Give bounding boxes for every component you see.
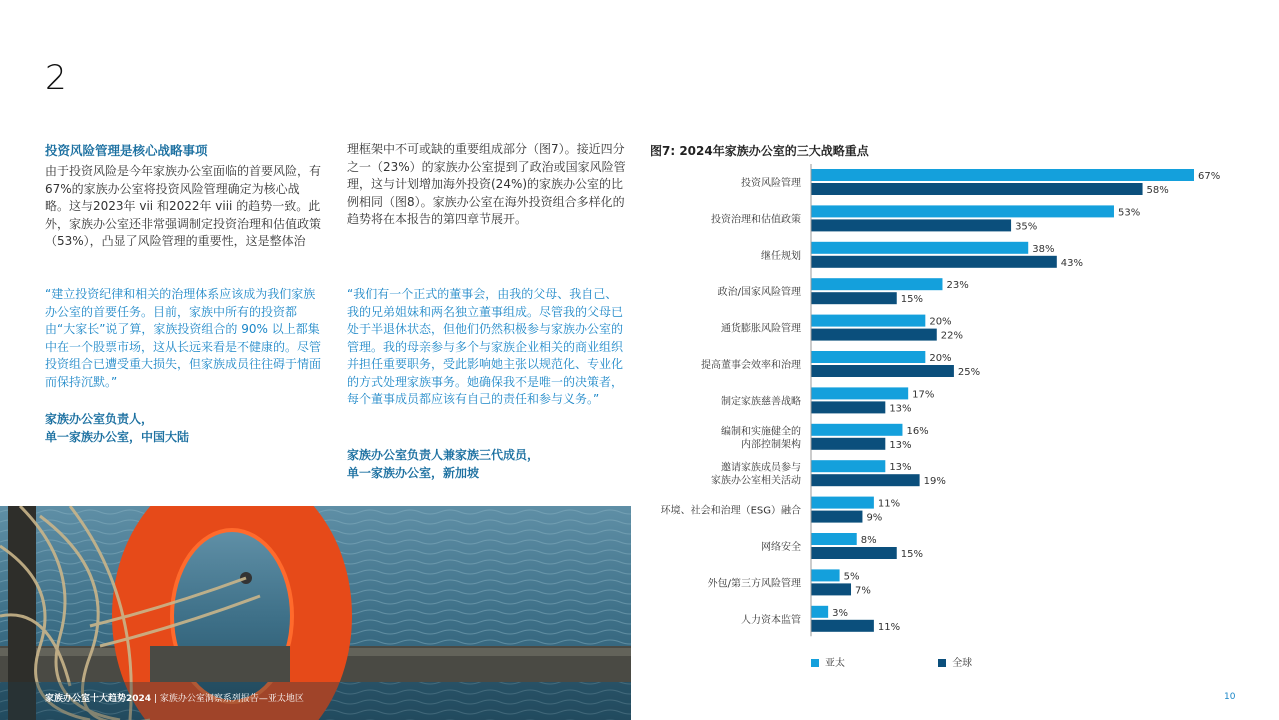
middle-attribution [347,446,539,482]
left-quote: “建立投资纪律和相关的治理体系应该成为我们家族办公室的首要任务。目前，家族中所有的投资都由“大家长”说了算，家族投资组合的 90% 以上都集中在一个股票市场，这从长远来看是不健康的。尽管投资组合已遭受重大损失，但家族成员往往碍于情面而保持沉默。” [45,287,322,389]
category-label: 政治/国家风险管理 [717,287,801,299]
middle-paragraph: 理框架中不可或缺的重要组成部分（图7）。接近四分之一（23%）的家族办公室提到了政治或国家风险管理，这与计划增加海外投资(24%)的家族办公室的比例相同（图8）。家族办公室在海外投资组合多样化的趋势将在本报告的第四章节展开。 [347,142,626,226]
data-label: 5% [843,571,860,583]
data-label: 9% [866,512,883,524]
bar-apac [811,533,857,545]
category-label: 外包/第三方风险管理 [707,578,801,590]
footer-title-bold: 家族办公室十大趋势2024 [45,694,152,704]
footer-title-rest: | 家族办公室洞察系列报告—亚太地区 [151,694,304,704]
bar-apac [811,387,908,399]
footer-title [45,691,304,704]
legend-swatch-apac [811,659,819,667]
bar-apac [811,569,840,581]
category-label: 通货膨胀风险管理 [721,323,801,335]
data-label: 13% [889,462,912,474]
bar-apac [811,460,885,472]
legend-label-apac: 亚太 [825,658,845,669]
bar-apac [811,278,942,290]
bar-global [811,620,874,632]
section-heading: 投资风险管理是核心战略事项 [45,143,208,158]
data-label: 25% [957,367,981,378]
bar-global [811,183,1143,195]
left-attribution [45,410,189,446]
bar-apac [811,424,902,436]
left-attribution-line2: 单一家族办公室，中国大陆 [45,430,190,444]
legend-item-global [938,658,972,669]
category-label: 家族办公室相关活动 [711,475,801,487]
category-label: 人力资本监管 [741,614,801,626]
bar-global [811,547,897,559]
middle-attribution-line2: 单一家族办公室，新加坡 [347,466,480,480]
data-label: 7% [855,585,871,597]
bar-global [811,292,897,304]
bar-global [811,401,885,413]
category-label: 邀请家族成员参与 [721,462,801,474]
data-label: 38% [1032,243,1055,255]
bar-global [811,219,1011,231]
legend-swatch-global [938,659,946,667]
middle-quote: “我们有一个正式的董事会，由我的父母、我自己、我的兄弟姐妹和两名独立董事组成。尽管我的父母已处于半退休状态，但他们仍然积极参与家族办公室的管理。我的母亲参与多个与家族企业相关的商业组织并担任重要职务，受此影响她主张以规范化、专业化的方式处理家族事务。她确保我不是唯一的决策者，每个董事成员都应该有自己的责任和参与义务。” [347,287,624,406]
category-label: 制定家族慈善战略 [721,396,801,408]
strategic-priorities-bar-chart [650,162,1250,682]
data-label: 13% [889,439,912,451]
bar-global [811,256,1057,268]
bar-apac [811,606,828,618]
bar-apac [811,205,1114,217]
left-paragraph: 由于投资风险是今年家族办公室面临的首要风险，有67%的家族办公室将投资风险管理确定为核心战略。这与2023年 vii 和2022年 viii 的趋势一致。此外，家族办公室还非常强调制定投资治理和估值政策（53%），凸显了风险管理的重要性，这是整体治 [45,164,322,248]
category-label: 投资治理和估值政策 [711,214,801,226]
bar-global [811,329,937,341]
category-label: 继任规划 [761,250,801,262]
bar-global [811,511,862,523]
data-label: 43% [1060,257,1084,269]
lifebuoy-sea-photo [0,506,631,720]
legend-item-apac [811,658,848,669]
legend-label-global: 全球 [952,658,973,669]
bar-global [811,438,885,450]
data-label: 53% [1117,207,1141,219]
bar-apac [811,315,925,327]
chapter-number: 2 [45,58,67,98]
data-label: 35% [1015,221,1038,233]
bar-global [811,583,851,595]
chart-title: 图7: 2024年家族办公室的三大战略重点 [650,144,869,158]
data-label: 8% [860,535,877,546]
category-label: 投资风险管理 [741,178,801,189]
bar-apac [811,169,1194,181]
data-label: 20% [929,316,952,328]
data-label: 11% [877,498,901,510]
data-label: 17% [912,389,935,401]
category-label: 网络安全 [761,542,801,553]
bar-apac [811,351,925,363]
left-attribution-line1: 家族办公室负责人， [45,412,154,426]
data-label: 22% [940,330,963,342]
middle-attribution-line1: 家族办公室负责人兼家族三代成员， [347,448,540,462]
data-label: 15% [900,294,923,306]
bar-apac [811,497,874,509]
chart-legend [811,654,972,669]
category-label: 内部控制架构 [741,439,801,451]
bar-global [811,365,954,377]
category-label: 编制和实施健全的 [721,426,801,438]
data-label: 20% [929,353,952,364]
page-number: 10 [1224,692,1236,702]
category-label: 提高董事会效率和治理 [701,360,801,371]
bar-global [811,474,920,486]
data-label: 11% [877,621,901,633]
data-label: 58% [1146,185,1169,196]
data-label: 19% [923,476,946,488]
data-label: 16% [906,425,929,437]
data-label: 13% [889,403,912,415]
data-label: 3% [832,607,849,619]
category-label: 环境、社会和治理（ESG）融合 [660,505,801,517]
data-label: 23% [946,280,969,292]
bar-apac [811,242,1028,254]
data-label: 67% [1198,171,1221,182]
data-label: 15% [900,549,923,560]
